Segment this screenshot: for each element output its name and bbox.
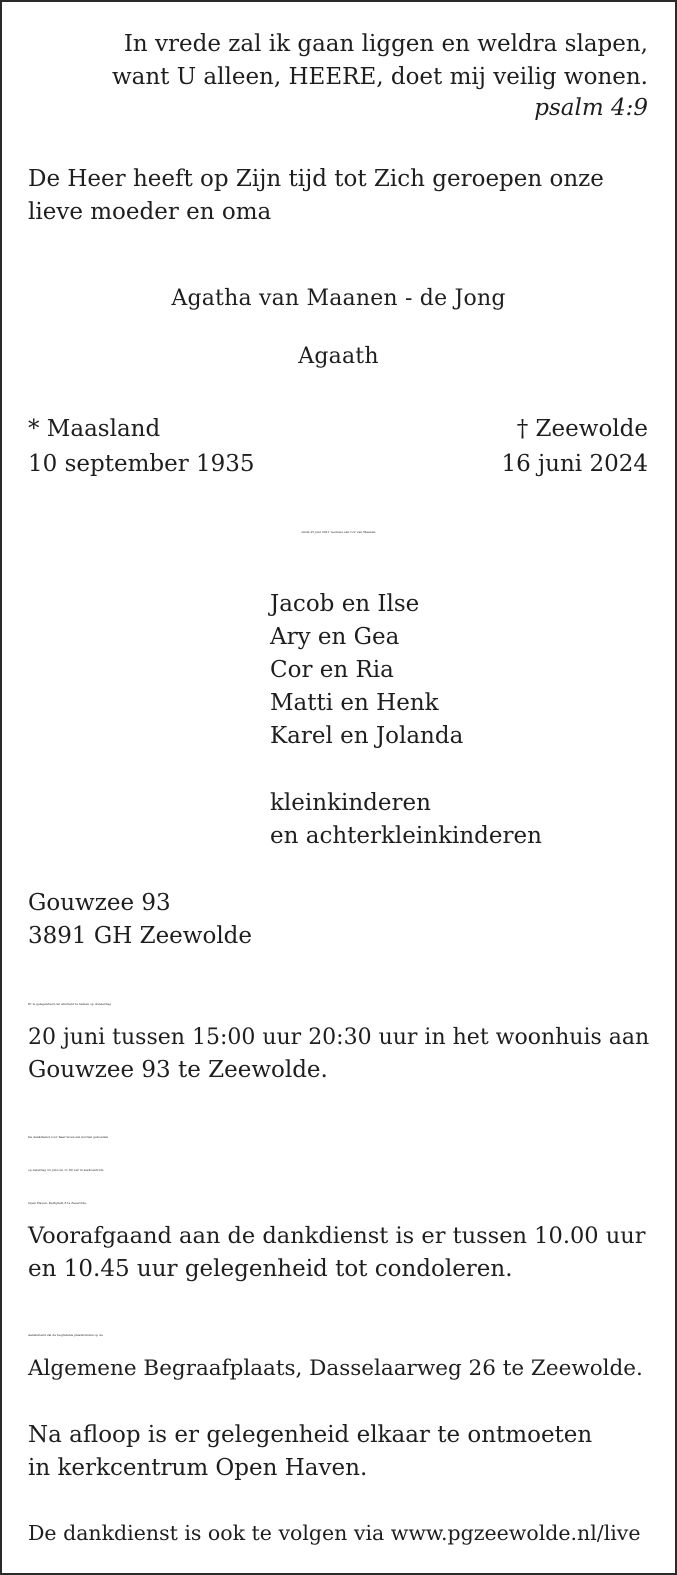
widow-note: sinds 25 juni 2021 weduwe van Cor van Maanen [301, 530, 376, 534]
meeting-line: Na afloop is er gelegenheid elkaar te ontmoeten [28, 1422, 593, 1448]
service-paragraph [28, 1121, 646, 1286]
service-line: en 10.45 uur gelegenheid tot condoleren. [28, 1256, 513, 1282]
farewell-line: 20 juni tussen 15:00 uur 20:30 uur in het woonhuis aan [28, 1025, 650, 1050]
children-list [270, 588, 463, 753]
deceased-nickname: Agaath [298, 344, 379, 369]
meeting-paragraph [28, 1419, 592, 1485]
child-entry: Cor en Ria [270, 657, 394, 683]
livestream-paragraph [28, 1517, 641, 1550]
burial-line: Algemene Begraafplaats, Dasselaarweg 26 te Zeewolde. [28, 1356, 643, 1381]
birth-place: * Maasland [28, 416, 161, 442]
service-line: De dankdienst voor haar leven zal worden gehouden [28, 1135, 109, 1139]
verse-line-1: In vrede zal ik gaan liggen en weldra slapen, [123, 31, 648, 57]
death-place: † Zeewolde [516, 416, 648, 442]
address-block [28, 887, 252, 953]
grandchildren-entry: en achterkleinkinderen [270, 823, 542, 849]
farewell-line: Er is gelegenheid om afscheid te nemen op donderdag [28, 1002, 112, 1006]
service-line: Voorafgaand aan de dankdienst is er tussen 10.00 uur [28, 1223, 646, 1249]
livestream-line: De dankdienst is ook te volgen via www.pgzeewolde.nl/live [28, 1521, 641, 1545]
burial-paragraph [28, 1319, 643, 1385]
verse-line-2: want U alleen, HEERE, doet mij veilig wonen. [111, 64, 648, 90]
grandchildren-entry: kleinkinderen [270, 790, 431, 816]
birth-date: 10 september 1935 [28, 451, 255, 477]
intro-line-2: lieve moeder en oma [28, 199, 272, 225]
farewell-paragraph [28, 988, 649, 1087]
service-line: Open Haven, Kerkplein 8 te Zeewolde. [28, 1201, 87, 1205]
meeting-line: in kerkcentrum Open Haven. [28, 1455, 368, 1481]
child-entry: Jacob en Ilse [270, 591, 420, 617]
child-entry: Karel en Jolanda [270, 723, 464, 749]
verse-reference: psalm 4:9 [534, 95, 648, 121]
address-street: Gouwzee 93 [28, 890, 171, 916]
child-entry: Ary en Gea [270, 624, 400, 650]
grandchildren-list [270, 787, 542, 853]
death-date: 16 juni 2024 [501, 451, 648, 477]
intro-line-1: De Heer heeft op Zijn tijd tot Zich geroepen onze [28, 166, 604, 192]
deceased-full-name: Agatha van Maanen - de Jong [171, 286, 506, 311]
burial-line: Aansluitend zal de begrafenis plaatsvinden op de [28, 1333, 103, 1337]
service-line: op zaterdag 22 juni om 11.00 uur in kerkcentrum [28, 1168, 104, 1172]
address-city: 3891 GH Zeewolde [28, 923, 253, 949]
child-entry: Matti en Henk [270, 690, 439, 716]
farewell-line: Gouwzee 93 te Zeewolde. [28, 1057, 328, 1083]
